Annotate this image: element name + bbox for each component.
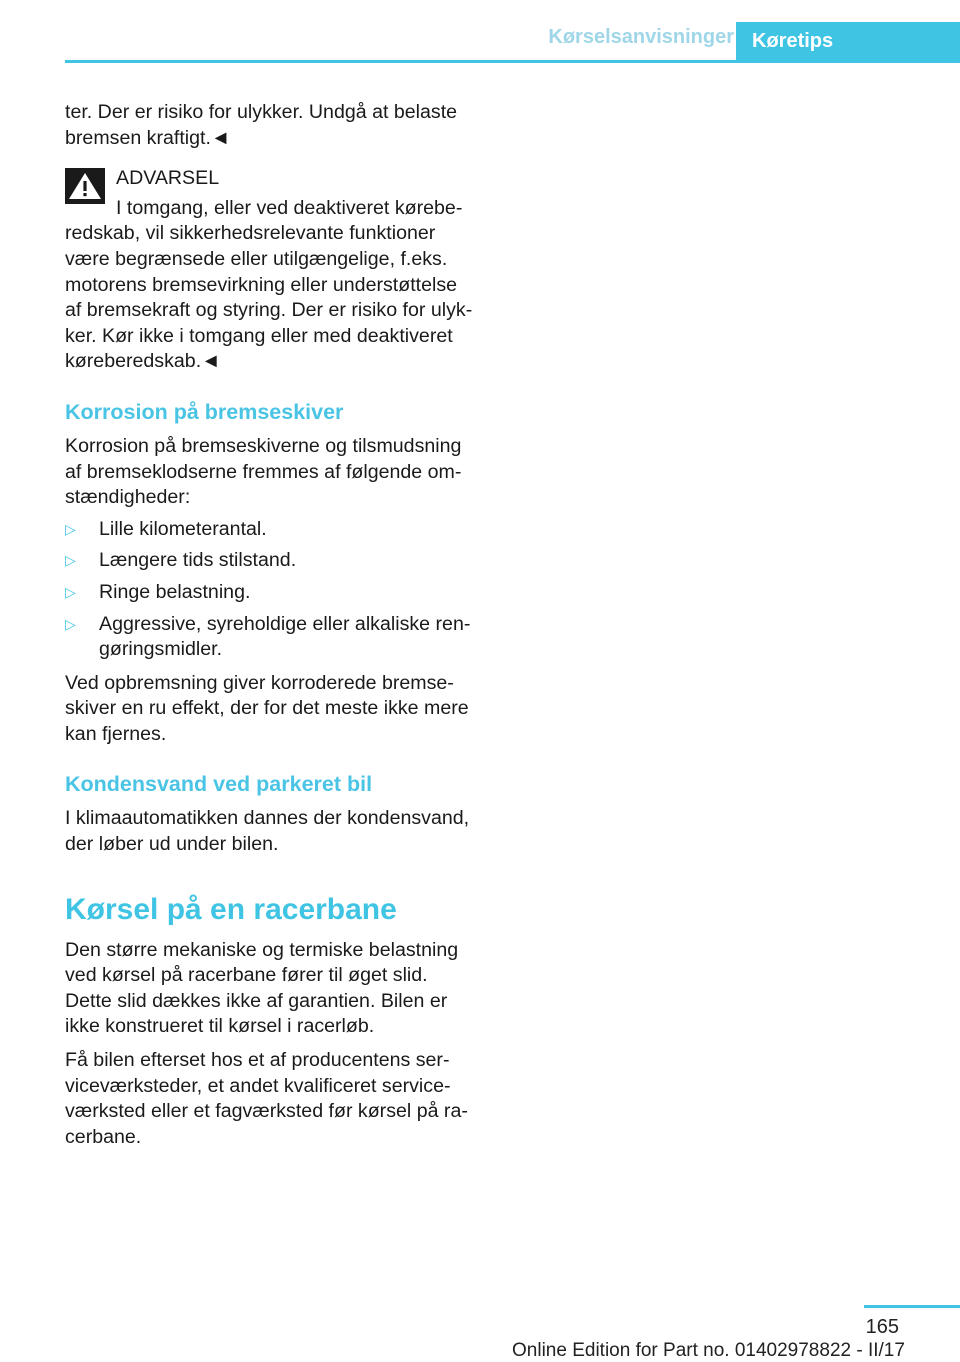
- bullet-triangle-icon: ▷: [65, 615, 76, 632]
- bullet-triangle-icon: ▷: [65, 520, 76, 537]
- racetrack-paragraph-2: Få bilen efterset hos et af producentens serviceværksteder, et andet kvalificeret serviceværksted eller et fagværksted før kørsel på racerbane.: [65, 1049, 468, 1148]
- warning-text: I tomgang, eller ved deaktiveret køreberedskab, vil sikkerhedsrelevante funktioner være begrænsede eller utilgængelige, f.eks. motorens bremsevirkning eller understøttelse af bremsekraft og styring. Der er risiko for ulykker. Kør ikke i tomgang eller med deaktiveret køreberedskab.◄: [65, 196, 473, 373]
- header-divider: [65, 60, 960, 63]
- racetrack-paragraph-1: Den større mekaniske og termiske belastning ved kørsel på racerbane fører til øget slid. Dette slid dækkes ikke af garantien. Bilen er ikke konstrueret til kørsel i racerløb.: [65, 938, 459, 1038]
- bullet-triangle-icon: ▷: [65, 552, 76, 569]
- tab-koeretips[interactable]: Køretips: [736, 22, 960, 60]
- list-item: ▷ Lille kilometerantal.: [65, 517, 477, 543]
- heading-corrosion: Korrosion på bremseskiver: [65, 399, 344, 424]
- main-content: [65, 100, 477, 1150]
- footer-divider: [864, 1305, 960, 1308]
- corrosion-intro: Korrosion på bremseskiverne og tilsmudsning af bremseklodserne fremmes af følgende omstændigheder:: [65, 434, 462, 509]
- list-item: ▷ Ringe belastning.: [65, 580, 477, 606]
- warning-block: [65, 166, 477, 375]
- condensation-text: I klimaautomatikken dannes der kondensvand, der løber ud under bilen.: [65, 807, 470, 856]
- list-item: ▷ Aggressive, syreholdige eller alkaliske rengøringsmidler.: [65, 612, 471, 661]
- list-item: ▷ Længere tids stilstand.: [65, 548, 477, 574]
- edition-footer: Online Edition for Part no. 01402978822 - II/17: [512, 1340, 905, 1361]
- page-number: 165: [865, 1316, 899, 1338]
- warning-label: ADVARSEL: [116, 167, 220, 190]
- bullet-triangle-icon: ▷: [65, 583, 76, 600]
- intro-paragraph: ter. Der er risiko for ulykker. Undgå at belaste bremsen kraftigt.◄: [65, 101, 458, 149]
- heading-racetrack: Kørsel på en racerbane: [65, 892, 397, 926]
- corrosion-outro: Ved opbremsning giver korroderede bremseskiver en ru effekt, der for det meste ikke mere kan fjernes.: [65, 671, 469, 745]
- heading-condensation: Kondensvand ved parkeret bil: [65, 772, 373, 797]
- warning-triangle-icon: [65, 168, 105, 204]
- section-title[interactable]: Kørselsanvisninger: [548, 26, 734, 48]
- page-header: [0, 0, 960, 62]
- corrosion-list: [65, 517, 477, 663]
